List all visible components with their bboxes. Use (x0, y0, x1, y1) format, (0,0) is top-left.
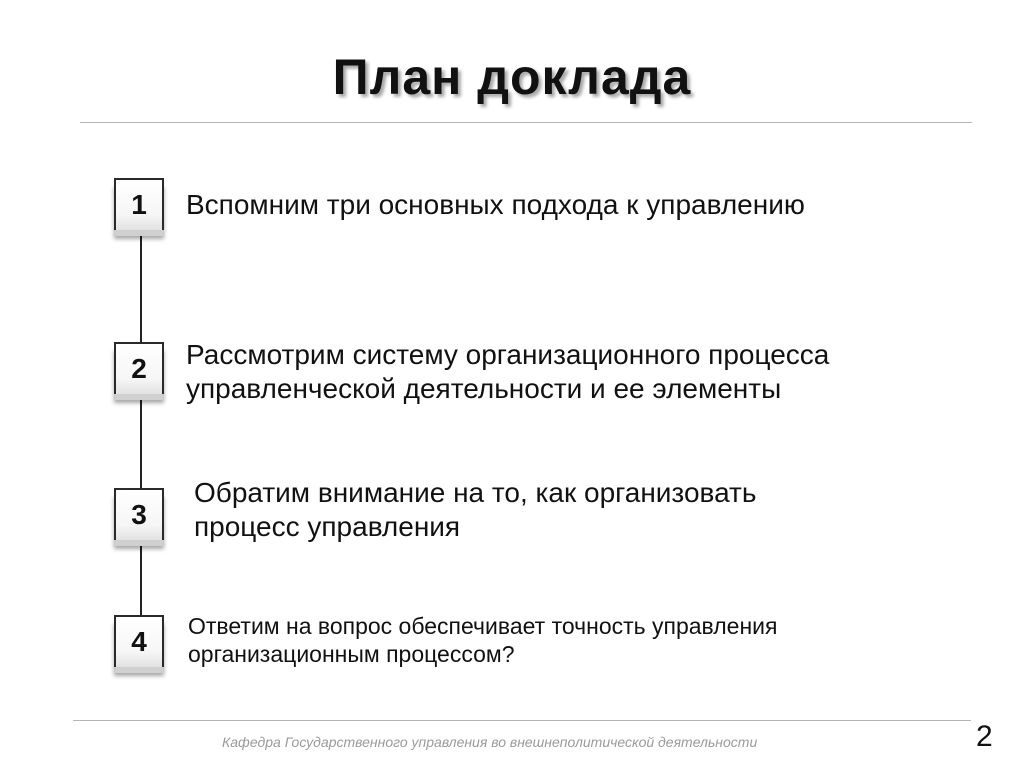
step-text-4 (188, 612, 777, 668)
page-number: 2 (976, 720, 993, 753)
slide-title: План доклада (332, 49, 692, 105)
step-badge-3: 3 (114, 488, 164, 540)
step-badge-2: 2 (114, 342, 164, 394)
step-text-line: Вспомним три основных подхода к управлению (186, 189, 805, 220)
step-text-line: процесс управления (194, 511, 461, 543)
title-divider (80, 122, 972, 123)
footer-divider (73, 720, 971, 721)
step-text-line: Рассмотрим систему организационного процесса (186, 339, 830, 370)
step-text-line: управленческой деятельности и ее элементы (186, 373, 782, 405)
step-badge-1: 1 (114, 178, 164, 230)
step-text-2 (186, 338, 829, 406)
step-text-line: Ответим на вопрос обеспечивает точность управления (188, 613, 778, 639)
step-text-line: Обратим внимание на то, как организовать (194, 477, 757, 508)
step-text-1 (186, 188, 805, 222)
step-text-line: организационным процессом? (188, 641, 515, 668)
step-text-3 (194, 476, 756, 544)
timeline-connector (140, 226, 142, 626)
footer-text: Кафедра Государственного управления во внешнеполитической деятельности (222, 734, 758, 750)
step-badge-4: 4 (114, 615, 164, 667)
